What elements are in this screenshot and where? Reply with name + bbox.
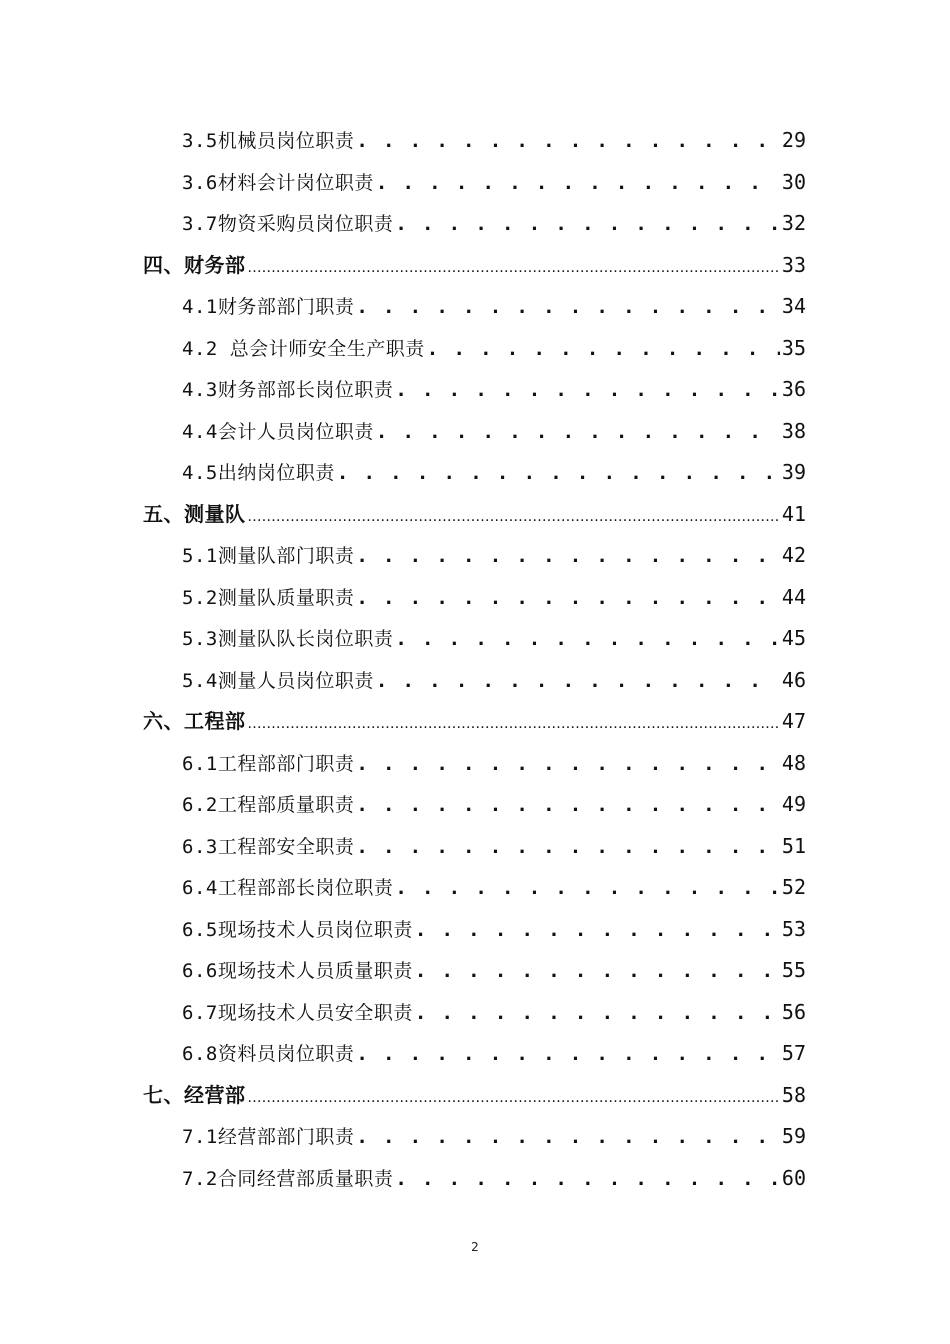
toc-dot-leader: [356, 744, 780, 786]
toc-section-page: 47: [781, 709, 806, 733]
toc-entry-title: 6.6现场技术人员质量职责: [182, 960, 413, 982]
toc-entry[interactable]: [0, 203, 806, 245]
toc-entry-title: 6.3工程部安全职责: [182, 835, 355, 858]
toc-dot-leader: [356, 785, 780, 827]
toc-dot-leader: [248, 245, 780, 290]
toc-section-heading[interactable]: [0, 494, 806, 536]
toc-entry[interactable]: [0, 120, 806, 162]
toc-entry-page: 38: [781, 418, 806, 443]
toc-entry-title: 3.6材料会计岗位职责: [182, 171, 374, 194]
toc-entry[interactable]: [0, 1033, 806, 1075]
toc-entry-title: 7.2合同经营部质量职责: [182, 1167, 394, 1190]
toc-section-title: 六、工程部: [143, 709, 246, 733]
toc-section-page: 41: [781, 501, 806, 526]
toc-entry-page: 48: [781, 750, 806, 775]
toc-entry-page: 56: [781, 999, 806, 1024]
toc-entry-title: 6.7现场技术人员安全职责: [182, 1001, 413, 1024]
toc-entry[interactable]: [0, 1158, 806, 1200]
toc-entry-page: 39: [781, 460, 806, 484]
toc-entry[interactable]: [0, 411, 806, 453]
toc-dot-leader: [356, 121, 780, 163]
toc-section-title: 七、经营部: [143, 1082, 246, 1107]
toc-dot-leader: [415, 951, 780, 993]
toc-entry-page: 29: [781, 128, 806, 152]
toc-dot-leader: [427, 329, 780, 371]
toc-entry-title: 4.2 总会计师安全生产职责: [182, 337, 425, 360]
toc-entry-page: 34: [781, 294, 806, 318]
toc-section-heading[interactable]: [0, 1075, 806, 1117]
toc-dot-leader: [415, 910, 780, 952]
table-of-contents: [0, 120, 950, 1199]
toc-entry[interactable]: [0, 784, 806, 826]
toc-entry[interactable]: [0, 618, 806, 660]
toc-entry-title: 4.1财务部部门职责: [182, 296, 355, 318]
toc-entry-page: 35: [781, 335, 806, 360]
toc-entry-page: 30: [781, 169, 806, 194]
toc-entry[interactable]: [0, 162, 806, 204]
toc-entry-title: 4.4会计人员岗位职责: [182, 420, 374, 443]
toc-dot-leader: [395, 619, 780, 661]
toc-entry[interactable]: [0, 909, 806, 951]
toc-entry-title: 6.4工程部部长岗位职责: [182, 877, 394, 899]
toc-entry[interactable]: [0, 369, 806, 411]
toc-entry-page: 51: [781, 833, 806, 858]
toc-entry-page: 44: [781, 584, 806, 609]
toc-entry[interactable]: [0, 992, 806, 1034]
toc-entry-title: 7.1经营部部门职责: [182, 1126, 355, 1148]
toc-dot-leader: [356, 827, 780, 869]
toc-section-heading[interactable]: [0, 701, 806, 743]
toc-dot-leader: [356, 287, 780, 329]
toc-entry[interactable]: [0, 743, 806, 785]
toc-entry-title: 5.4测量人员岗位职责: [182, 669, 374, 692]
toc-dot-leader: [395, 204, 780, 246]
toc-dot-leader: [248, 1075, 780, 1120]
toc-entry[interactable]: [0, 867, 806, 909]
toc-entry[interactable]: [0, 286, 806, 328]
toc-entry-title: 3.7物资采购员岗位职责: [182, 213, 394, 235]
toc-section-page: 58: [781, 1082, 806, 1107]
toc-dot-leader: [356, 578, 780, 620]
page-number: 2: [471, 1240, 479, 1254]
toc-entry-title: 5.3测量队队长岗位职责: [182, 628, 394, 650]
toc-entry-page: 49: [781, 792, 806, 816]
toc-entry[interactable]: [0, 1116, 806, 1158]
toc-entry[interactable]: [0, 452, 806, 494]
toc-entry-title: 6.1工程部部门职责: [182, 752, 355, 775]
toc-entry-page: 32: [781, 211, 806, 235]
toc-entry-page: 45: [781, 626, 806, 650]
toc-entry-title: 6.5现场技术人员岗位职责: [182, 918, 413, 941]
toc-entry-page: 53: [781, 916, 806, 941]
toc-dot-leader: [376, 163, 780, 205]
toc-entry-page: 52: [781, 875, 806, 899]
toc-dot-leader: [376, 412, 780, 454]
toc-section-page: 33: [781, 252, 806, 277]
toc-entry-title: 5.1测量队部门职责: [182, 545, 355, 567]
toc-entry-page: 42: [781, 543, 806, 567]
toc-entry[interactable]: [0, 826, 806, 868]
toc-entry-title: 4.5出纳岗位职责: [182, 462, 335, 484]
toc-dot-leader: [356, 1034, 780, 1076]
toc-dot-leader: [248, 701, 780, 746]
toc-dot-leader: [415, 993, 780, 1035]
toc-entry-page: 46: [781, 667, 806, 692]
toc-dot-leader: [356, 536, 780, 578]
toc-dot-leader: [337, 453, 780, 495]
toc-section-title: 五、测量队: [143, 501, 246, 526]
toc-dot-leader: [376, 661, 780, 703]
toc-entry-title: 6.8资料员岗位职责: [182, 1043, 355, 1065]
toc-entry-page: 59: [781, 1124, 806, 1148]
toc-entry-title: 5.2测量队质量职责: [182, 586, 355, 609]
toc-dot-leader: [248, 494, 780, 539]
toc-entry-title: 4.3财务部部长岗位职责: [182, 379, 394, 401]
toc-entry[interactable]: [0, 660, 806, 702]
toc-section-title: 四、财务部: [143, 252, 246, 277]
toc-entry[interactable]: [0, 950, 806, 992]
toc-entry[interactable]: [0, 328, 806, 370]
toc-dot-leader: [356, 1117, 780, 1159]
toc-dot-leader: [395, 370, 780, 412]
toc-entry[interactable]: [0, 535, 806, 577]
toc-entry-page: 55: [781, 958, 806, 982]
toc-section-heading[interactable]: [0, 245, 806, 287]
toc-entry[interactable]: [0, 577, 806, 619]
toc-entry-page: 60: [781, 1165, 806, 1190]
toc-entry-page: 57: [781, 1041, 806, 1065]
toc-dot-leader: [395, 1159, 780, 1201]
toc-dot-leader: [395, 868, 780, 910]
toc-entry-title: 6.2工程部质量职责: [182, 794, 355, 816]
toc-entry-title: 3.5机械员岗位职责: [182, 130, 355, 152]
toc-entry-page: 36: [781, 377, 806, 401]
